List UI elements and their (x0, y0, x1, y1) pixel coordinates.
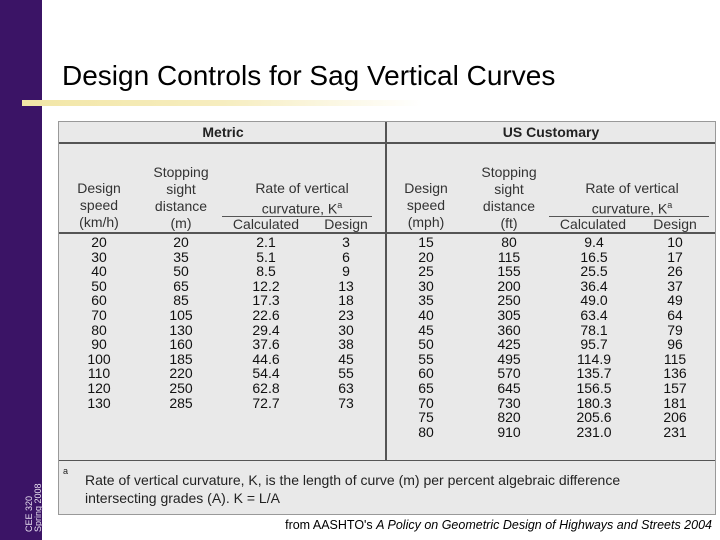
citation-publication: A Policy on Geometric Design of Highways and Streets 2004 (376, 518, 712, 532)
metric-design-column: 3 6 9 13 18 23 30 38 45 55 63 73 (338, 234, 354, 411)
table-footnote: Rate of vertical curvature, K, is the length of curve (m) per percent algebraic difference intersecting grades (A). K = L/A (85, 472, 621, 506)
course-label (0, 0, 42, 540)
us-calculated-column: 9.4 16.5 25.5 36.4 49.0 63.4 78.1 95.7 114.9 135.7 156.5 180.3 205.6 231.0 (576, 234, 612, 440)
us-design-header: Design (653, 216, 697, 232)
sidebar-band (0, 0, 42, 540)
metric-calculated-header: Calculated (232, 216, 300, 232)
us-k-header: Rate of vertical curvature, $K^a$ (585, 180, 679, 217)
metric-ssd-header: Stopping sight distance (m) (153, 164, 209, 231)
us-ssd-column: 80 115 155 200 250 305 360 425 495 570 645 730 820 910 (497, 234, 521, 440)
us-calculated-header: Calculated (559, 216, 627, 232)
k-superscript: a (337, 200, 343, 210)
column-header-rule (59, 232, 715, 234)
footnote-rule (59, 460, 715, 461)
k-superscript: a (667, 200, 673, 210)
metric-ssd-column: 20 35 50 65 85 105 130 160 185 220 250 285 (169, 234, 193, 411)
metric-design-header: Design (324, 216, 368, 232)
course-code: CEE 320 (24, 495, 34, 532)
title-underline (22, 100, 422, 106)
metric-speed-column: 20 30 40 50 60 70 80 90 100 110 120 130 (87, 234, 111, 411)
footnote-marker: a (63, 466, 69, 476)
table-divider (385, 122, 387, 460)
us-ssd-header: Stopping sight distance (ft) (481, 164, 537, 231)
course-term: Spring 2008 (33, 483, 43, 532)
metric-speed-header: Design speed (km/h) (77, 180, 121, 230)
metric-k-header: Rate of vertical curvature, $K^a$ (255, 180, 349, 217)
metric-group-header: Metric (202, 124, 244, 140)
us-speed-column: 15 20 25 30 35 40 45 50 55 60 65 70 75 80 (418, 234, 434, 440)
group-header-rule (59, 142, 715, 144)
us-design-column: 10 17 26 37 49 64 79 96 115 136 157 181 206 231 (663, 234, 687, 440)
metric-calculated-column: 2.1 5.1 8.5 12.2 17.3 22.6 29.4 37.6 44.6 54.4 62.8 72.7 (252, 234, 280, 411)
design-controls-table (59, 122, 715, 514)
design-controls-table-image (58, 121, 716, 515)
slide-title: Design Controls for Sag Vertical Curves (62, 60, 556, 91)
us-speed-header: Design speed (mph) (404, 180, 448, 230)
citation-prefix: from AASHTO's (285, 518, 377, 532)
source-citation (285, 518, 712, 532)
us-group-header: US Customary (502, 124, 600, 140)
